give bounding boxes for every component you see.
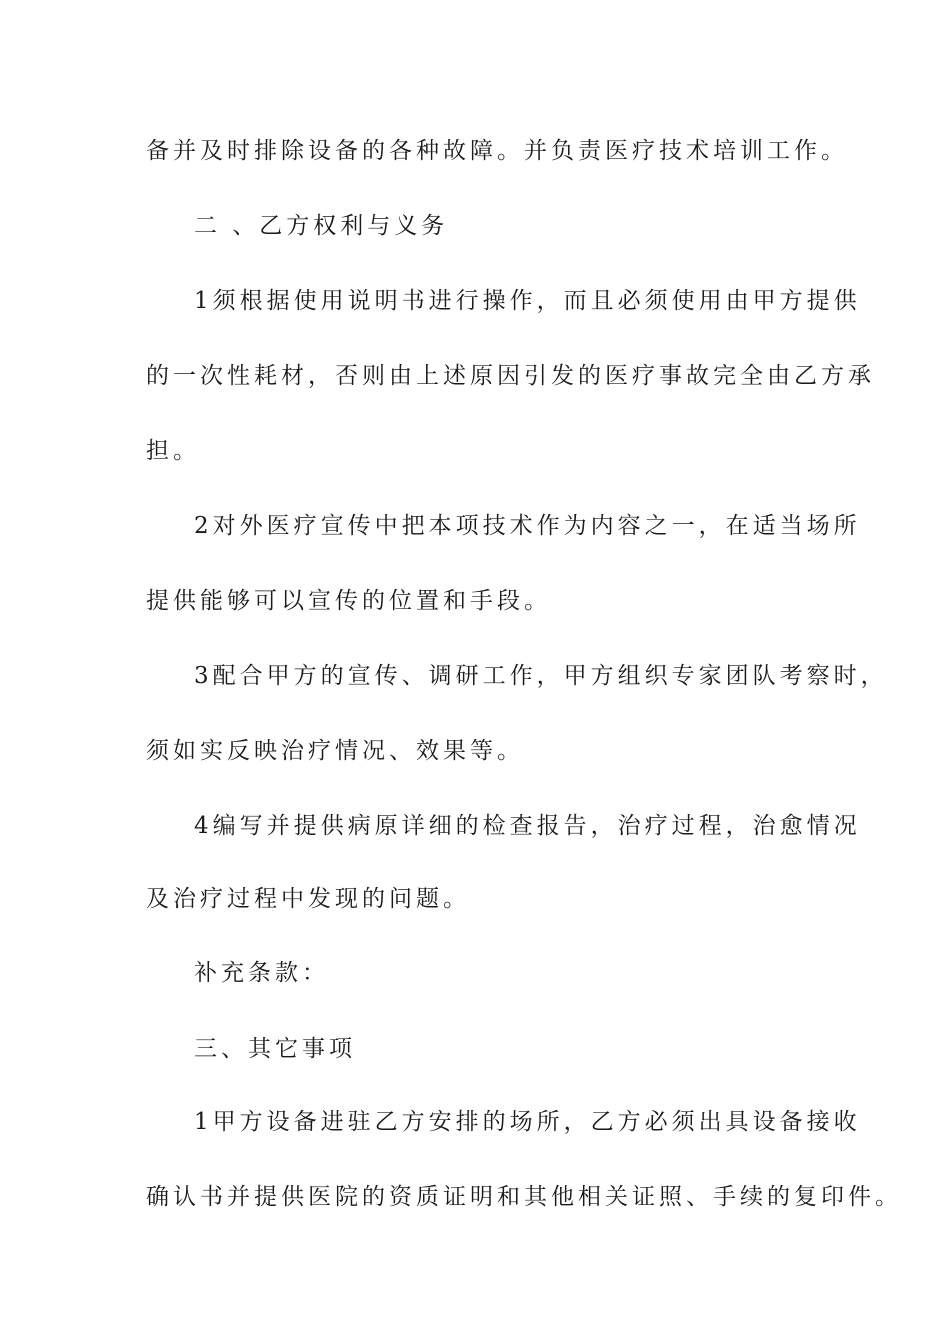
section-heading: 补充条款： bbox=[194, 960, 329, 986]
text-line: 2对外医疗宣传中把本项技术作为内容之一，在适当场所 bbox=[194, 513, 861, 539]
text-line: 3配合甲方的宣传、调研工作，甲方组织专家团队考察时， bbox=[194, 663, 888, 689]
text-line: 担。 bbox=[146, 438, 200, 464]
text-line: 1甲方设备进驻乙方安排的场所，乙方必须出具设备接收 bbox=[194, 1109, 861, 1135]
text-line: 确认书并提供医院的资质证明和其他相关证照、手续的复印件。 bbox=[146, 1184, 902, 1210]
text-line: 4编写并提供病原详细的检查报告，治疗过程，治愈情况 bbox=[194, 813, 861, 839]
text-line: 提供能够可以宣传的位置和手段。 bbox=[146, 588, 551, 614]
text-line: 1须根据使用说明书进行操作，而且必须使用由甲方提供 bbox=[194, 288, 861, 314]
text-line: 备并及时排除设备的各种故障。并负责医疗技术培训工作。 bbox=[146, 138, 848, 164]
text-line: 及治疗过程中发现的问题。 bbox=[146, 886, 470, 912]
section-heading: 三、其它事项 bbox=[194, 1036, 356, 1062]
text-line: 须如实反映治疗情况、效果等。 bbox=[146, 738, 524, 764]
text-line: 的一次性耗材，否则由上述原因引发的医疗事故完全由乙方承 bbox=[146, 363, 875, 389]
section-heading: 二 、乙方权利与义务 bbox=[194, 213, 449, 239]
